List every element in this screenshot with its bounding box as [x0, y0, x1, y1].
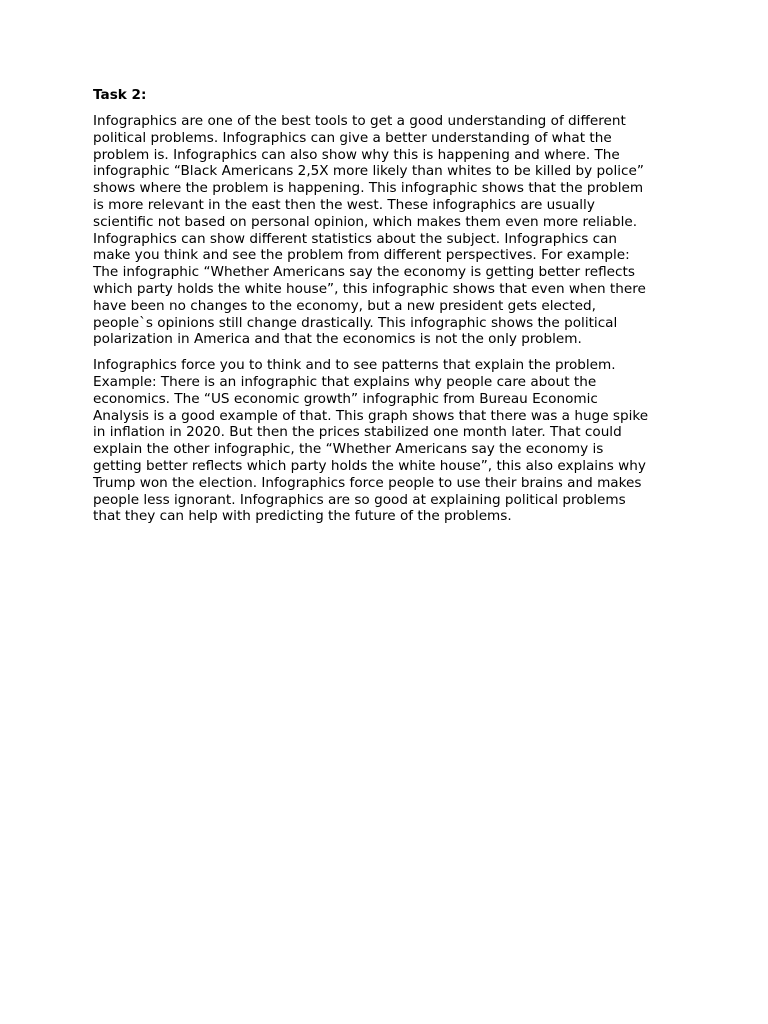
- text-line: getting better reflects which party holds the white house”, this also explains why: [93, 457, 646, 474]
- text-line: economics. The “US economic growth” infographic from Bureau Economic: [93, 390, 598, 407]
- text-line: is more relevant in the east then the west. These infographics are usually: [93, 196, 595, 213]
- text-line: that they can help with predicting the future of the problems.: [93, 508, 512, 525]
- text-line: infographic “Black Americans 2,5X more likely than whites to be killed by police”: [93, 163, 644, 180]
- text-line: Trump won the election. Infographics force people to use their brains and makes: [93, 474, 642, 491]
- task-title: Task 2:: [93, 87, 147, 103]
- paragraph-2: [93, 357, 678, 525]
- text-line: Infographics can show different statistics about the subject. Infographics can: [93, 230, 618, 247]
- text-line: have been no changes to the economy, but a new president gets elected,: [93, 297, 596, 314]
- text-line: shows where the problem is happening. This infographic shows that the problem: [93, 180, 644, 197]
- text-line: problem is. Infographics can also show why this is happening and where. The: [93, 146, 620, 163]
- text-line: political problems. Infographics can give a better understanding of what the: [93, 129, 612, 146]
- text-line: explain the other infographic, the “Whether Americans say the economy is: [93, 441, 604, 458]
- text-line: Example: There is an infographic that explains why people care about the: [93, 373, 597, 390]
- text-line: make you think and see the problem from different perspectives. For example:: [93, 247, 630, 264]
- document-body: [93, 86, 678, 534]
- text-line: in inflation in 2020. But then the prices stabilized one month later. That could: [93, 424, 622, 441]
- text-line: The infographic “Whether Americans say the economy is getting better reflects: [93, 264, 635, 281]
- text-line: Infographics are one of the best tools to get a good understanding of different: [93, 113, 626, 129]
- text-line: people less ignorant. Infographics are so good at explaining political problems: [93, 491, 626, 508]
- paragraph-1: [93, 113, 678, 348]
- text-line: Analysis is a good example of that. This graph shows that there was a huge spike: [93, 407, 649, 424]
- text-line: polarization in America and that the economics is not the only problem.: [93, 331, 582, 348]
- text-line: people`s opinions still change drastically. This infographic shows the political: [93, 314, 618, 331]
- text-line: scientific not based on personal opinion, which makes them even more reliable.: [93, 213, 638, 230]
- text-line: which party holds the white house”, this infographic shows that even when there: [93, 280, 646, 297]
- text-line: Infographics force you to think and to see patterns that explain the problem.: [93, 357, 616, 374]
